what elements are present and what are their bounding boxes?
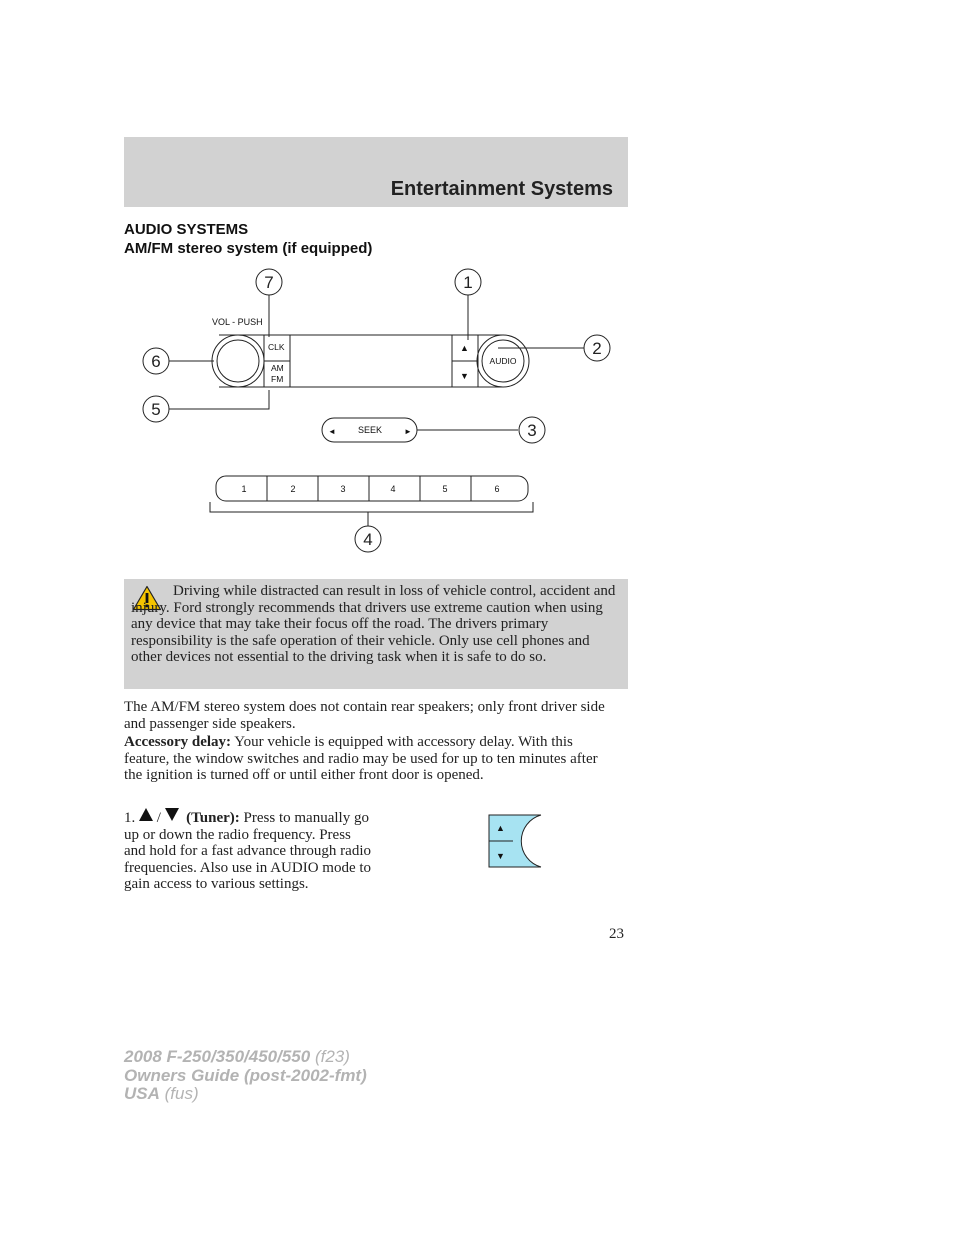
tuner-down-glyph: ▼ xyxy=(496,851,505,861)
footer-model: 2008 F-250/350/450/550 xyxy=(124,1047,311,1066)
seek-left-glyph: ◄ xyxy=(328,427,336,436)
radio-diagram xyxy=(124,262,628,558)
page-header-title: Entertainment Systems xyxy=(390,178,613,200)
volume-knob xyxy=(212,335,264,387)
down-triangle-icon xyxy=(165,808,179,821)
page-number: 23 xyxy=(609,926,624,942)
paragraph-accessory-delay xyxy=(124,734,614,784)
tuner-item xyxy=(124,808,376,893)
preset-1-label: 1 xyxy=(241,484,247,494)
preset-5-label: 5 xyxy=(442,484,448,494)
footer-guide: Owners Guide (post-2002-fmt) xyxy=(124,1065,367,1085)
tuner-up-glyph: ▲ xyxy=(496,823,505,833)
tune-down-glyph: ▼ xyxy=(460,371,469,381)
preset-2-label: 2 xyxy=(290,484,296,494)
tuner-description: Press to manually go up or down the radio frequency. Press and hold for a fast advance through radio frequencies. Also use in AUDIO mode to gain access to various settings. xyxy=(124,810,372,892)
preset-bar-outline xyxy=(216,476,528,501)
preset-4-label: 4 xyxy=(390,484,396,494)
item-number: 1. xyxy=(124,810,136,826)
preset-6-label: 6 xyxy=(494,484,500,494)
clk-label: CLK xyxy=(268,342,285,352)
tuner-label: (Tuner): xyxy=(186,810,240,826)
preset-3-label: 3 xyxy=(340,484,346,494)
am-label: AM xyxy=(271,363,284,373)
footer-model-code: (f23) xyxy=(310,1047,350,1066)
audio-label: AUDIO xyxy=(489,356,517,366)
footer-market: USA xyxy=(124,1084,160,1103)
warning-box xyxy=(124,579,628,689)
fm-label: FM xyxy=(271,374,284,384)
header-band xyxy=(124,137,628,207)
item-separator: / xyxy=(156,810,161,826)
paragraph-speakers: The AM/FM stereo system does not contain rear speakers; only front driver side and passenger side speakers. xyxy=(124,699,605,732)
accessory-delay-text: Your vehicle is equipped with accessory delay. With this feature, the window switches and radio may be used for up to ten minutes after the ignition is turned off or until either front door is opened. xyxy=(124,734,598,783)
callout-7: 7 xyxy=(264,273,274,292)
up-triangle-icon xyxy=(139,808,153,821)
footer xyxy=(124,1048,367,1104)
tune-up-glyph: ▲ xyxy=(460,343,469,353)
callout-2: 2 xyxy=(592,339,602,358)
callout-5: 5 xyxy=(151,400,161,419)
display-window xyxy=(290,335,452,387)
seek-right-glyph: ► xyxy=(404,427,412,436)
callout-1: 1 xyxy=(463,273,473,292)
section-title: AUDIO SYSTEMS xyxy=(124,221,249,238)
tuner-illustration xyxy=(488,814,544,870)
callout-4: 4 xyxy=(363,530,373,549)
warning-text: Driving while distracted can result in loss of vehicle control, accident and injury. Ford strongly recommends that drivers use extreme caution when using any device that may take their focus off the road. The drivers primary responsibility is the safe operation of their vehicle. Only use cell phones and other devices not essential to the driving task when it is safe to do so. xyxy=(131,583,616,665)
seek-label: SEEK xyxy=(357,425,383,435)
callout-3: 3 xyxy=(527,421,537,440)
callout-6: 6 xyxy=(151,352,161,371)
vol-push-label: VOL - PUSH xyxy=(212,317,263,327)
footer-market-code: (fus) xyxy=(159,1084,199,1103)
accessory-delay-label: Accessory delay: xyxy=(124,734,232,750)
section-subtitle: AM/FM stereo system (if equipped) xyxy=(124,240,373,257)
